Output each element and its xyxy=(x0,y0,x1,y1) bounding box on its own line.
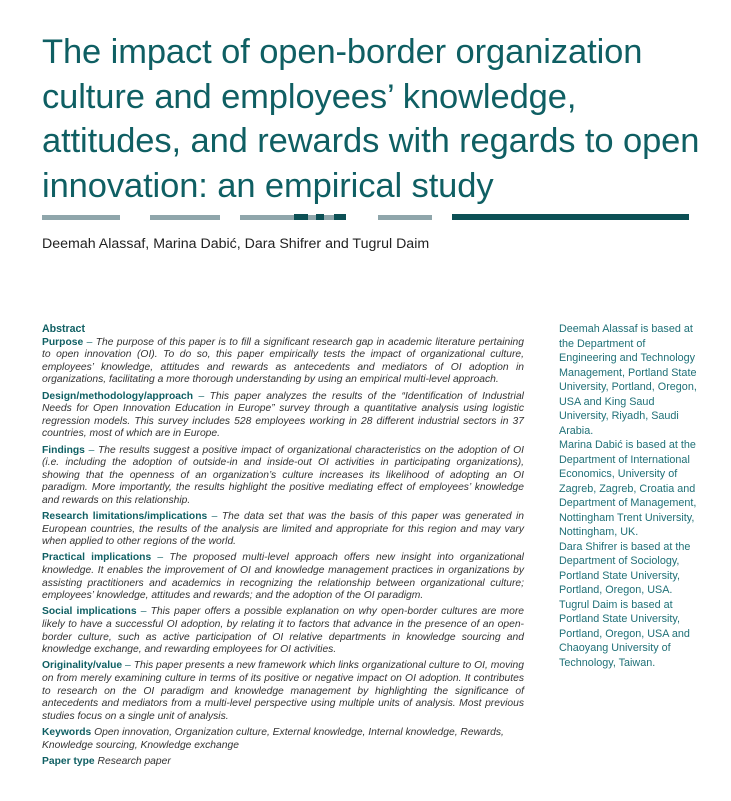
keywords xyxy=(42,727,524,752)
section-dash: – xyxy=(125,660,131,672)
abstract-section xyxy=(42,445,524,508)
section-label: Social implications xyxy=(42,606,137,618)
section-text: This paper offers a possible explanation on why open-border cultures are more likely to have a successful OI adoption, by relating it to factors that advance in the presence of an open-border culture, such as active participation of OI relative departments in knowledge sourcing and knowledge exchange, and rewarding employees for OI activities. xyxy=(42,606,524,656)
section-text: The data set that was the basis of this paper was generated in European countries, the results of the analysis are limited and appropriate for this region and may vary when applied to other regions of the world. xyxy=(42,511,524,548)
affiliation: Marina Dabić is based at the Department of International Economics, University of Zagreb, Zagreb, Croatia and Department of Management, Nottingham Trent University, Nottingham, UK. xyxy=(559,439,697,538)
keywords-label: Keywords xyxy=(42,726,92,738)
section-dash: – xyxy=(157,552,164,564)
author-list: Deemah Alassaf, Marina Dabić, Dara Shifrer and Tugrul Daim xyxy=(42,236,430,252)
section-dash: – xyxy=(86,336,93,348)
paper-type-label: Paper type xyxy=(42,755,95,767)
section-text: The proposed multi-level approach offers new insight into organizational knowledge. It enables the improvement of OI and knowledge management practices in organizations by assisting practitioners and academics in recognizing the relationship between organizational culture; employees’ knowledge, attitudes and rewards; and the adoption of the OI paradigm. xyxy=(42,552,524,602)
paper-type xyxy=(42,756,524,769)
section-dash: – xyxy=(198,390,205,402)
article-title: The impact of open-border organization culture and employees’ knowledge, attitudes, and rewards with regards to open innovation: an empirical study xyxy=(42,33,700,205)
affiliation: Deemah Alassaf is based at the Department of Engineering and Technology Management, Portland State University, Portland, Oregon, USA and King Saud University, Riyadh, Saudi Arabia. xyxy=(559,323,697,437)
abstract-section xyxy=(42,606,524,656)
abstract-heading: Abstract xyxy=(42,323,85,335)
affiliation: Tugrul Daim is based at Portland State University, Portland, Oregon, USA and Chaoyang University of Technology, Taiwan. xyxy=(559,598,690,669)
section-label: Design/methodology/approach xyxy=(42,390,194,402)
section-text: The results suggest a positive impact of organizational characteristics on the adoption of OI (i.e. including the adoption of outside-in and inside-out OI activities in participating organizations), showing that the openness of an organization’s culture increases its likelihood of adopting an OI paradigm. More importantly, the results highlight the positive mediating effect of employees’ knowledge and rewards on this relationship. xyxy=(42,444,524,506)
section-label: Practical implications xyxy=(42,552,152,564)
section-text: The purpose of this paper is to fill a significant research gap in academic literature pertaining to open innovation (OI). To do so, this paper empirically tests the impact of organizational culture, employees’ knowledge, attitudes and rewards as antecedents and mediators of OI adoption in organizations, facilitating a more thorough understanding by using an empirical multi-level approach. xyxy=(42,336,524,386)
section-dash: – xyxy=(211,511,218,523)
abstract-section xyxy=(42,391,524,441)
author-affiliations xyxy=(559,322,699,670)
section-label: Purpose xyxy=(42,336,84,348)
abstract xyxy=(42,323,524,772)
section-text: This paper analyzes the results of the “Identification of Industrial Needs for Open Innovation Education in Europe” survey through a quantitative analysis using logistic regression models. This survey includes 528 employees working in 28 different industrial sectors in 37 countries, most of which are in Europe. xyxy=(42,390,524,440)
section-label: Findings xyxy=(42,444,85,456)
title-rule xyxy=(42,214,689,220)
section-label: Research limitations/implications xyxy=(42,511,208,523)
abstract-section xyxy=(42,511,524,549)
abstract-section xyxy=(42,552,524,602)
keywords-text: Open innovation, Organization culture, External knowledge, Internal knowledge, Rewards, Knowledge sourcing, Knowledge exchange xyxy=(42,726,504,751)
section-dash: – xyxy=(140,606,147,618)
section-label: Originality/value xyxy=(42,660,123,672)
abstract-section xyxy=(42,660,524,723)
affiliation: Dara Shifrer is based at the Department of Sociology, Portland State University, Portland, Oregon, USA. xyxy=(559,540,691,596)
section-dash: – xyxy=(88,444,95,456)
abstract-section xyxy=(42,337,524,387)
paper-type-text: Research paper xyxy=(97,755,171,767)
section-text: This paper presents a new framework which links organizational culture to OI, moving on from merely examining culture in terms of its positive or negative impact on OI adoption. It contributes to research on the OI paradigm and knowledge management by highlighting the significance of antecedents and mediators from a multi-level perspective using multiple units of analysis. Most previous studies focus on a single unit of analysis. xyxy=(42,660,524,722)
